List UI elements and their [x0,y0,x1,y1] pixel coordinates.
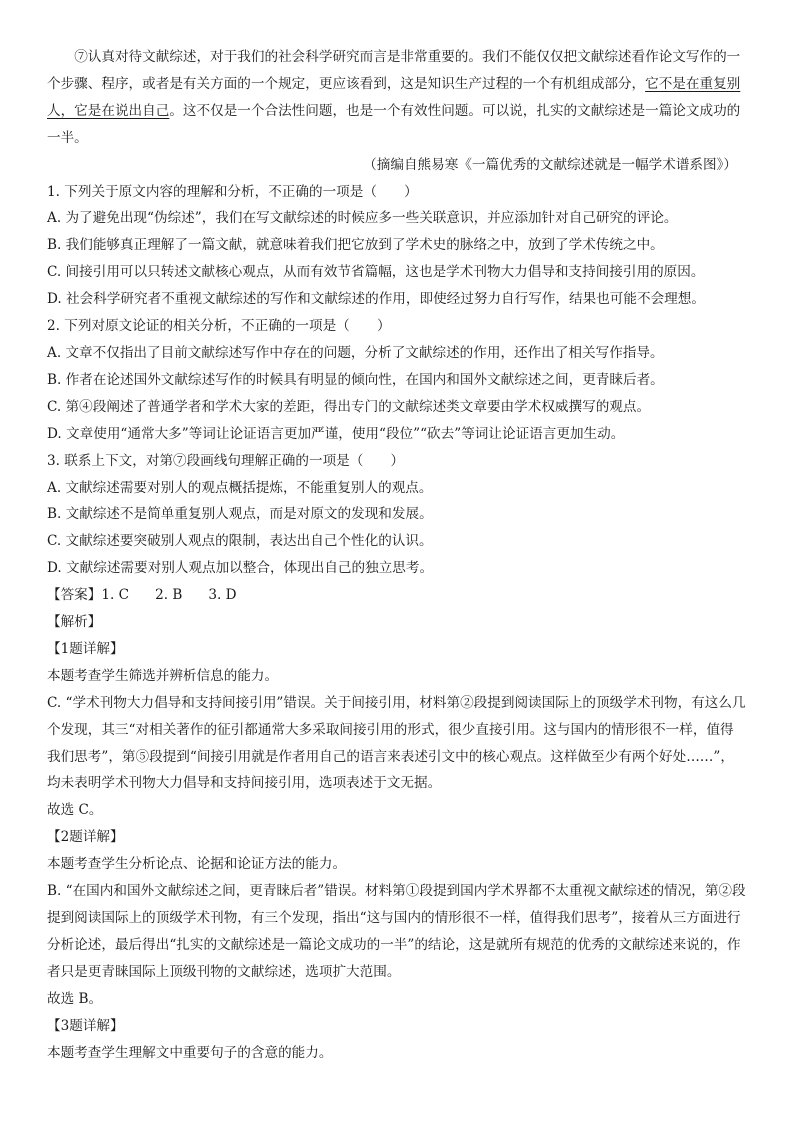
para7-underlined-sentence: 它不是在重复别人，它是在说出自己 [47,75,741,119]
analysis-q2 [47,824,747,1012]
answer-1: 1. C [101,587,130,604]
question-3 [47,448,747,583]
question-3-option-b: B. 文献综述不是简单重复别人观点，而是对原文的发现和发展。 [47,506,433,523]
question-2 [47,313,747,448]
analysis-q3 [47,1013,747,1067]
question-1-option-b: B. 我们能够真正理解了一篇文献，就意味着我们把它放到了学术史的脉络之中，放到了学术传统之中。 [47,237,664,254]
question-3-option-a: A. 文献综述需要对别人的观点概括提炼，不能重复别人的观点。 [47,479,433,496]
analysis-q3-ability: 本题考查学生理解文中重要句子的含意的能力。 [47,1044,333,1061]
question-2-option-a: A. 文章不仅指出了目前文献综述写作中存在的问题，分析了文献综述的作用，还作出了相关写作指导。 [47,344,664,361]
question-3-option-c: C. 文献综述要突破别人观点的限制，表达出自己个性化的认识。 [47,533,433,550]
answer-2: 2. B [155,587,183,604]
analysis-q1 [47,636,747,824]
analysis-q1-conclusion: 故选 C。 [47,802,103,819]
answer-line [47,582,747,609]
para7-text-before: ⑦认真对待文献综述，对于我们的社会科学研究而言是非常重要的。我们不能仅仅把文献综述看作论文写作的一个步骤、程序，或者是有关方面的一个规定，更应该看到，这是知识生产过程的一个有机组成部分， [47,49,741,92]
answer-3: 3. D [208,587,237,604]
analysis-q2-body: B. “在国内和国外文献综述之间，更青睐后者”错误。材料第①段提到国内学术界都不太重视文献综述的情况，第②段提到阅读国际上的顶级学术刊物，有三个发现，指出“这与国内的情形很不一样，值得我们思考”，接着从三方面进行分析论述，最后得出“扎实的文献综述是一篇论文成功的一半”的结论，这是就所有规范的优秀的文献综述来说的，作者只是更青睐国际上顶级刊物的文献综述，选项扩大范围。 [47,883,746,980]
passage-source: （摘编自熊易寒《一篇优秀的文献综述就是一幅学术谱系图》） [363,156,737,173]
question-2-option-b: B. 作者在论述国外文献综述写作的时候具有明显的倾向性，在国内和国外文献综述之间，更青睐后者。 [47,371,664,388]
analysis-q2-ability: 本题考查学生分析论点、论据和论证方法的能力。 [47,856,347,873]
analysis-q1-title: 【1题详解】 [47,640,124,657]
analysis-label: 【解析】 [47,614,102,631]
analysis-q2-title: 【2题详解】 [47,829,124,846]
question-1-stem: 1. 下列关于原文内容的理解和分析，不正确的一项是（ ） [47,183,418,200]
analysis-q1-ability: 本题考查学生筛选并辨析信息的能力。 [47,667,279,684]
question-1 [47,179,747,314]
question-2-stem: 2. 下列对原文论证的相关分析，不正确的一项是（ ） [47,318,391,335]
para7-text-after: 。这不仅是一个合法性问题，也是一个有效性问题。可以说，扎实的文献综述是一篇论文成功的一半。 [47,102,741,146]
question-3-stem: 3. 联系上下文，对第⑦段画线句理解正确的一项是（ ） [47,452,405,469]
question-1-option-d: D. 社会科学研究者不重视文献综述的写作和文献综述的作用，即使经过努力自行写作，结果也可能不会理想。 [47,291,705,308]
analysis-q2-conclusion: 故选 B。 [47,990,103,1007]
question-2-option-d: D. 文章使用“通常大多”等词让论证语言更加严谨，使用“段位”“砍去”等词让论证语言更加生动。 [47,425,625,442]
question-1-option-c: C. 间接引用可以只转述文献核心观点，从而有效节省篇幅，这也是学术刊物大力倡导和支持间接引用的原因。 [47,264,705,281]
question-3-option-d: D. 文献综述需要对别人观点加以整合，体现出自己的独立思考。 [47,560,434,577]
passage-paragraph-7 [47,44,747,152]
document-page [47,44,747,1066]
analysis-q3-title: 【3题详解】 [47,1017,124,1034]
analysis-q1-body: C. “学术刊物大力倡导和支持间接引用”错误。关于间接引用，材料第②段提到阅读国际上的顶级学术刊物，有这么几个发现，其三“对相关著作的征引都通常大多采取间接引用的形式，很少直接引用。这与国内的情形很不一样，值得我们思考”，第⑤段提到“间接引用就是作者用自己的语言来表述引文中的核心观点。这样做至少有两个好处……”，均未表明学术刊物大力倡导和支持间接引用，选项表述于文无据。 [47,694,746,792]
answer-label: 【答案】 [47,587,102,604]
question-1-option-a: A. 为了避免出现“伪综述”，我们在写文献综述的时候应多一些关联意识，并应添加针对自己研究的评论。 [47,210,678,227]
question-2-option-c: C. 第④段阐述了普通学者和学术大家的差距，得出专门的文献综述类文章要由学术权威撰写的观点。 [47,398,651,415]
